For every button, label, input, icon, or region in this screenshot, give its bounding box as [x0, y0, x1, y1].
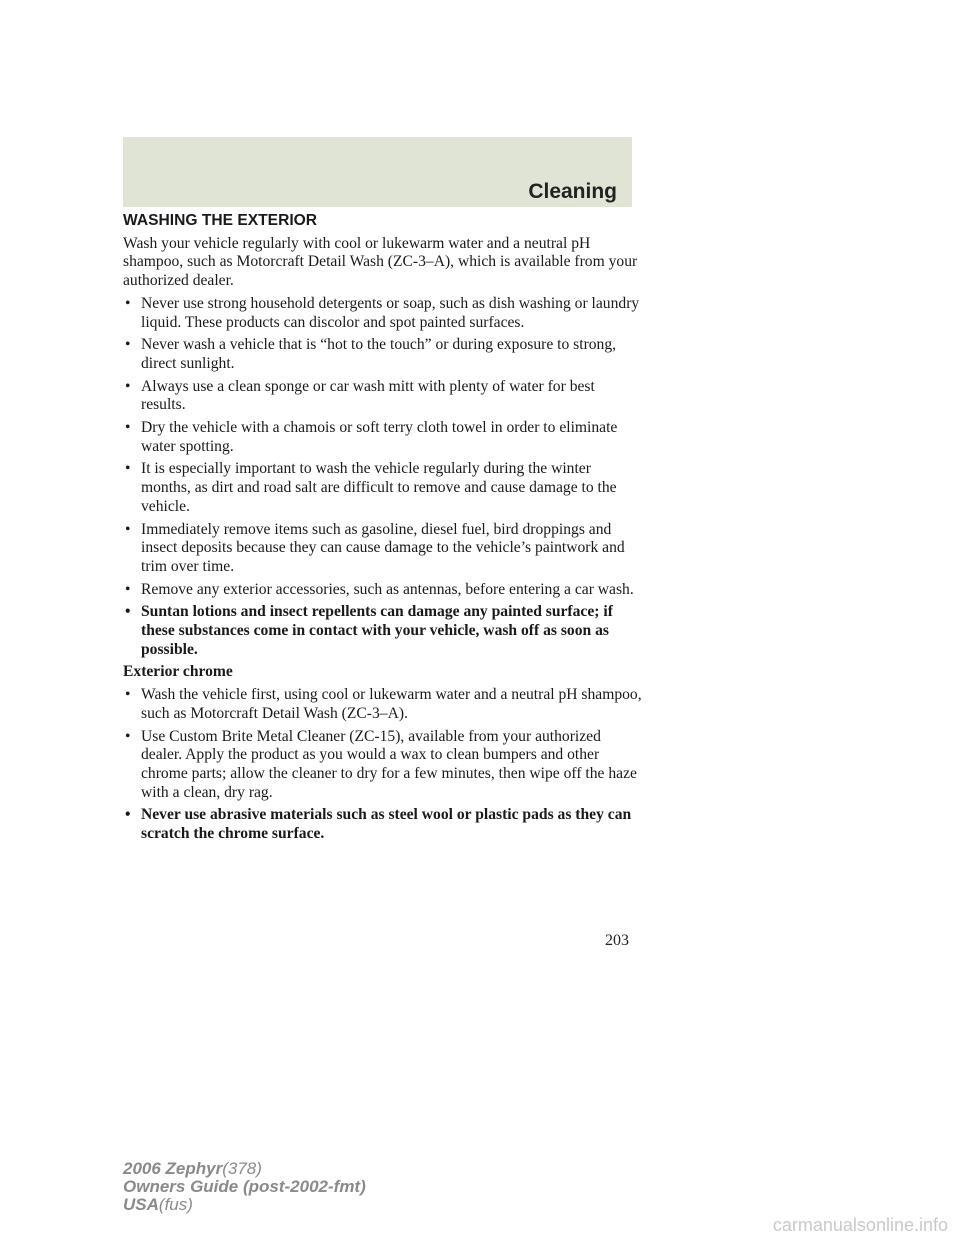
document-footer	[123, 1160, 366, 1214]
washing-bullet-list	[123, 295, 643, 660]
subheading-exterior-chrome: Exterior chrome	[123, 663, 233, 681]
footer-model-code: (378)	[222, 1159, 262, 1178]
page-number: 203	[605, 932, 629, 949]
bullet-icon: •	[125, 727, 131, 745]
bullet-icon: •	[125, 419, 131, 437]
section-heading: WASHING THE EXTERIOR	[123, 212, 318, 229]
list-item	[123, 686, 643, 723]
list-item-text: Use Custom Brite Metal Cleaner (ZC-15), available from your authorized dealer. Apply the product as you would a wax to clean bumpers and other chrome parts; allow the cleaner to dry for a few minutes, then wipe off the haze with a clean, dry rag.	[141, 727, 637, 801]
bullet-icon: •	[125, 460, 131, 478]
warning-list-item	[123, 603, 643, 659]
bullet-icon: •	[125, 580, 131, 598]
list-item-text: Never use abrasive materials such as steel wool or plastic pads as they can scratch the chrome surface.	[141, 806, 632, 843]
intro-paragraph: Wash your vehicle regularly with cool or lukewarm water and a neutral pH shampoo, such as Motorcraft Detail Wash (ZC-3–A), which is available from your authorized dealer.	[123, 234, 638, 290]
bullet-icon: •	[125, 294, 131, 312]
list-item-text: Wash the vehicle first, using cool or lukewarm water and a neutral pH shampoo, such as Motorcraft Detail Wash (ZC-3–A).	[141, 686, 642, 722]
watermark: carmanualsonline.info	[772, 1215, 948, 1235]
footer-model: 2006 Zephyr	[123, 1159, 223, 1178]
list-item-text: It is especially important to wash the vehicle regularly during the winter months, as dirt and road salt are difficult to remove and cause damage to the vehicle.	[141, 460, 617, 515]
footer-line-1	[123, 1160, 366, 1178]
list-item-text: Never use strong household detergents or soap, such as dish washing or laundry liquid. These products can discolor and spot painted surfaces.	[141, 294, 640, 331]
footer-line-2	[123, 1178, 366, 1196]
list-item	[123, 336, 643, 373]
list-item-text: Never wash a vehicle that is “hot to the touch” or during exposure to strong, direct sunlight.	[141, 336, 617, 372]
footer-line-3	[123, 1196, 366, 1214]
footer-market-code: (fus)	[158, 1195, 193, 1214]
warning-list-item	[123, 806, 643, 843]
list-item-text: Always use a clean sponge or car wash mitt with plenty of water for best results.	[141, 377, 595, 414]
footer-guide-name: Owners Guide (post-2002-fmt)	[123, 1177, 366, 1196]
bullet-icon: •	[125, 377, 131, 395]
footer-market: USA	[123, 1195, 159, 1214]
list-item	[123, 728, 643, 803]
list-item	[123, 295, 643, 332]
list-item-text: Dry the vehicle with a chamois or soft terry cloth towel in order to eliminate water spotting.	[141, 419, 618, 455]
list-item-text: Immediately remove items such as gasoline, diesel fuel, bird droppings and insect deposits because they can cause damage to the vehicle’s paintwork and trim over time.	[141, 520, 625, 575]
bullet-icon: •	[125, 603, 131, 621]
section-title: Cleaning	[528, 180, 617, 203]
list-item	[123, 378, 643, 415]
list-item-text: Remove any exterior accessories, such as antennas, before entering a car wash.	[141, 580, 634, 598]
chrome-bullet-list	[123, 686, 643, 844]
bullet-icon: •	[125, 806, 131, 824]
list-item-text: Suntan lotions and insect repellents can damage any painted surface; if these substances come in contact with your vehicle, wash off as soon as possible.	[141, 603, 613, 658]
list-item	[123, 581, 643, 600]
list-item	[123, 521, 643, 577]
bullet-icon: •	[125, 520, 131, 538]
list-item	[123, 460, 643, 516]
bullet-icon: •	[125, 686, 131, 704]
list-item	[123, 419, 643, 456]
header-band	[123, 137, 632, 207]
bullet-icon: •	[125, 336, 131, 354]
page-content	[123, 212, 643, 848]
